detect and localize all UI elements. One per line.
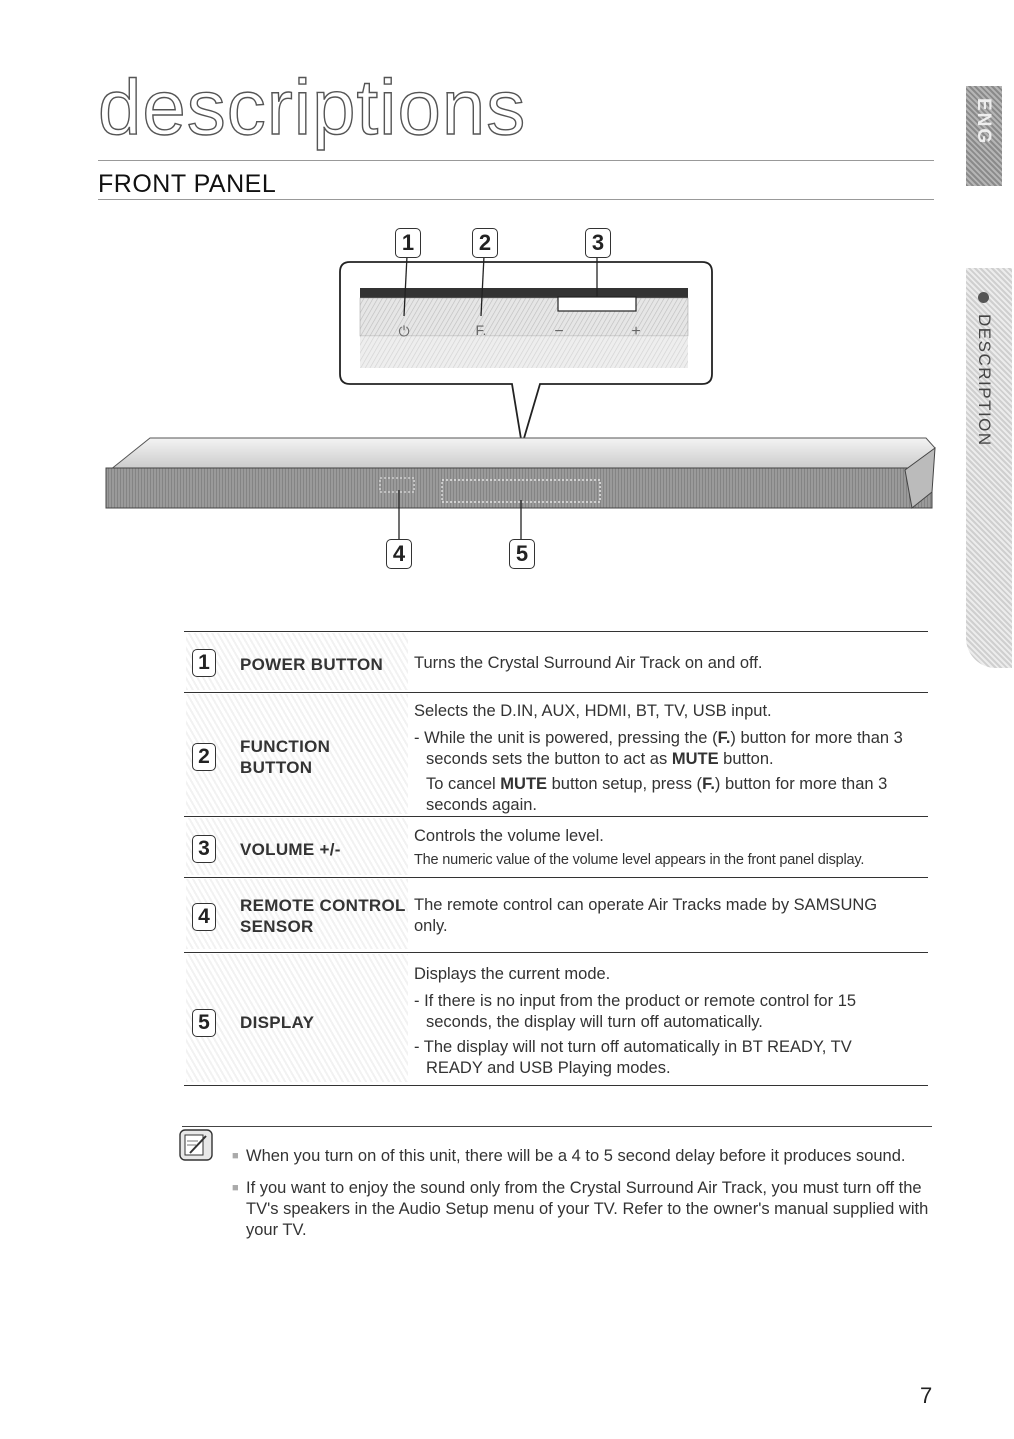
row-description-line: - If there is no input from the product or remote control for 15 seconds, the display will turn off automatically. [414, 992, 857, 1031]
row-description-line: - The display will not turn off automatically in BT READY, TV READY and USB Playing modes. [414, 1038, 852, 1077]
minus-icon: − [554, 323, 564, 340]
note-text: If you want to enjoy the sound only from the Crystal Surround Air Track, you must turn off the TV's speakers in the Audio Setup menu of your TV. Refer to the owner's manual supplied with your TV. [246, 1179, 929, 1239]
callout-3: 3 [585, 228, 611, 258]
note-bullet-icon: ■ [232, 1182, 239, 1194]
row-number: 3 [192, 835, 216, 863]
row-number: 4 [192, 903, 216, 931]
row-description-line: Turns the Crystal Surround Air Track on and off. [414, 654, 763, 672]
chapter-tab-label: DESCRIPTION [975, 314, 994, 447]
row-title [240, 839, 341, 860]
row-number: 1 [192, 649, 216, 677]
zoom-callout-bubble [340, 262, 712, 445]
row-description-line: The numeric value of the volume level appears in the front panel display. [414, 852, 865, 868]
row-title-line: REMOTE CONTROL [240, 896, 406, 915]
row-description [414, 964, 904, 1079]
row-title-line: FUNCTION [240, 737, 331, 756]
row-title-line: VOLUME +/- [240, 840, 341, 859]
note-pencil-icon [178, 1128, 214, 1162]
soundbar-body [106, 438, 935, 508]
power-icon: ⏻ [398, 324, 410, 340]
language-tab-label: ENG [973, 98, 994, 146]
row-title [240, 654, 383, 675]
callout-1: 1 [395, 228, 421, 258]
row-description-line: - While the unit is powered, pressing the (F.) button for more than 3 seconds sets the button to act as MUTE button. [414, 729, 903, 768]
row-title-line: BUTTON [240, 758, 313, 777]
note-bullet-icon: ■ [232, 1150, 239, 1162]
section-heading: FRONT PANEL [98, 170, 277, 198]
callout-2: 2 [472, 228, 498, 258]
page-number: 7 [920, 1383, 933, 1408]
table-rule [184, 631, 928, 632]
row-description-line: Displays the current mode. [414, 965, 611, 983]
note-item [232, 1146, 944, 1167]
row-description-line: To cancel MUTE button setup, press (F.) button for more than 3 seconds again. [426, 775, 888, 814]
table-rule [184, 1085, 928, 1086]
note-text: When you turn on of this unit, there will be a 4 to 5 second delay before it produces sound. [246, 1147, 906, 1165]
row-description [414, 653, 924, 674]
notes-divider [182, 1126, 932, 1127]
function-label-f: F. [475, 322, 487, 338]
row-number: 2 [192, 743, 216, 771]
table-rule [184, 692, 928, 693]
plus-icon: + [631, 323, 641, 340]
row-description-line: Selects the D.IN, AUX, HDMI, BT, TV, USB input. [414, 702, 772, 720]
row-title [240, 736, 330, 778]
front-panel-illustration [0, 0, 1014, 600]
page-title: descriptions [98, 63, 527, 151]
row-description [414, 826, 928, 871]
row-title-line: DISPLAY [240, 1013, 315, 1032]
note-item [232, 1178, 932, 1241]
table-rule [184, 816, 928, 817]
row-number: 5 [192, 1009, 216, 1037]
row-description [414, 701, 914, 816]
zoom-bar-top-edge [360, 288, 688, 298]
row-title [240, 1012, 314, 1033]
row-title [240, 895, 406, 937]
table-rule [184, 877, 928, 878]
table-rule [184, 952, 928, 953]
row-description-line: Controls the volume level. [414, 827, 604, 845]
row-title-line: POWER BUTTON [240, 655, 384, 674]
callout-4: 4 [386, 539, 412, 569]
row-title-line: SENSOR [240, 917, 314, 936]
volume-bracket [558, 297, 636, 311]
row-description-line: The remote control can operate Air Tracks made by SAMSUNG only. [414, 896, 878, 935]
row-description [414, 895, 914, 937]
callout-5: 5 [509, 539, 535, 569]
